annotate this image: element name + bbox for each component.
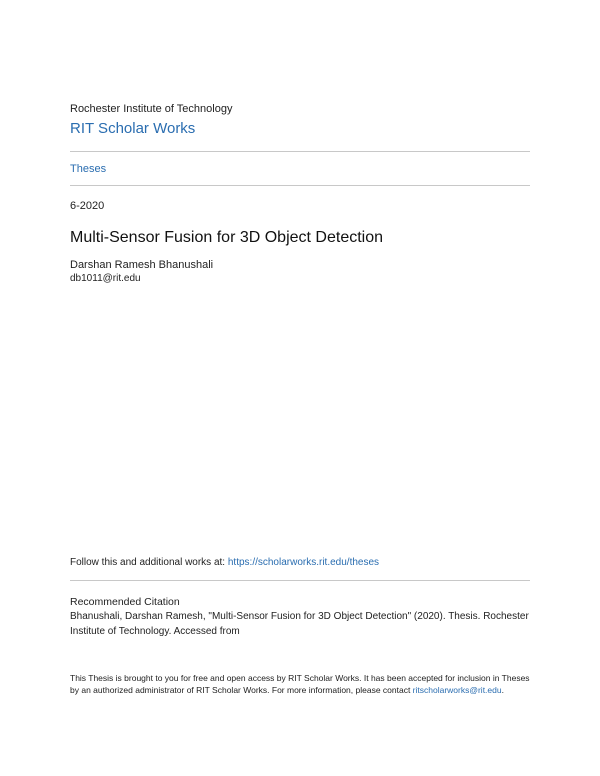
citation-heading: Recommended Citation bbox=[70, 596, 180, 608]
notice-text: This Thesis is brought to you for free and open access by RIT Scholar Works. It has been accepted for inclusion in Theses by an authorized administrator of RIT Scholar Works. For more information, please contact bbox=[70, 673, 530, 695]
follow-line bbox=[70, 557, 379, 568]
publication-date: 6-2020 bbox=[70, 200, 105, 212]
follow-link[interactable]: https://scholarworks.rit.edu/theses bbox=[227, 557, 380, 568]
access-notice bbox=[70, 672, 530, 696]
citation-text: Bhanushali, Darshan Ramesh, "Multi-Sensor Fusion for 3D Object Detection" (2020). Thesis. Rochester Institute of Technology. Accessed from bbox=[70, 611, 529, 637]
author-name: Darshan Ramesh Bhanushali bbox=[70, 259, 214, 271]
collection-link[interactable]: Theses bbox=[70, 163, 107, 175]
author-email: db1011@rit.edu bbox=[70, 273, 141, 284]
divider bbox=[70, 185, 530, 186]
divider bbox=[70, 151, 530, 152]
notice-suffix: . bbox=[501, 685, 504, 695]
contact-email-link[interactable]: ritscholarworks@rit.edu bbox=[412, 685, 502, 695]
follow-label: Follow this and additional works at: bbox=[70, 557, 228, 568]
institution-name: Rochester Institute of Technology bbox=[70, 103, 233, 115]
repository-link[interactable]: RIT Scholar Works bbox=[70, 120, 196, 137]
divider bbox=[70, 580, 530, 581]
document-title: Multi-Sensor Fusion for 3D Object Detection bbox=[70, 229, 384, 246]
